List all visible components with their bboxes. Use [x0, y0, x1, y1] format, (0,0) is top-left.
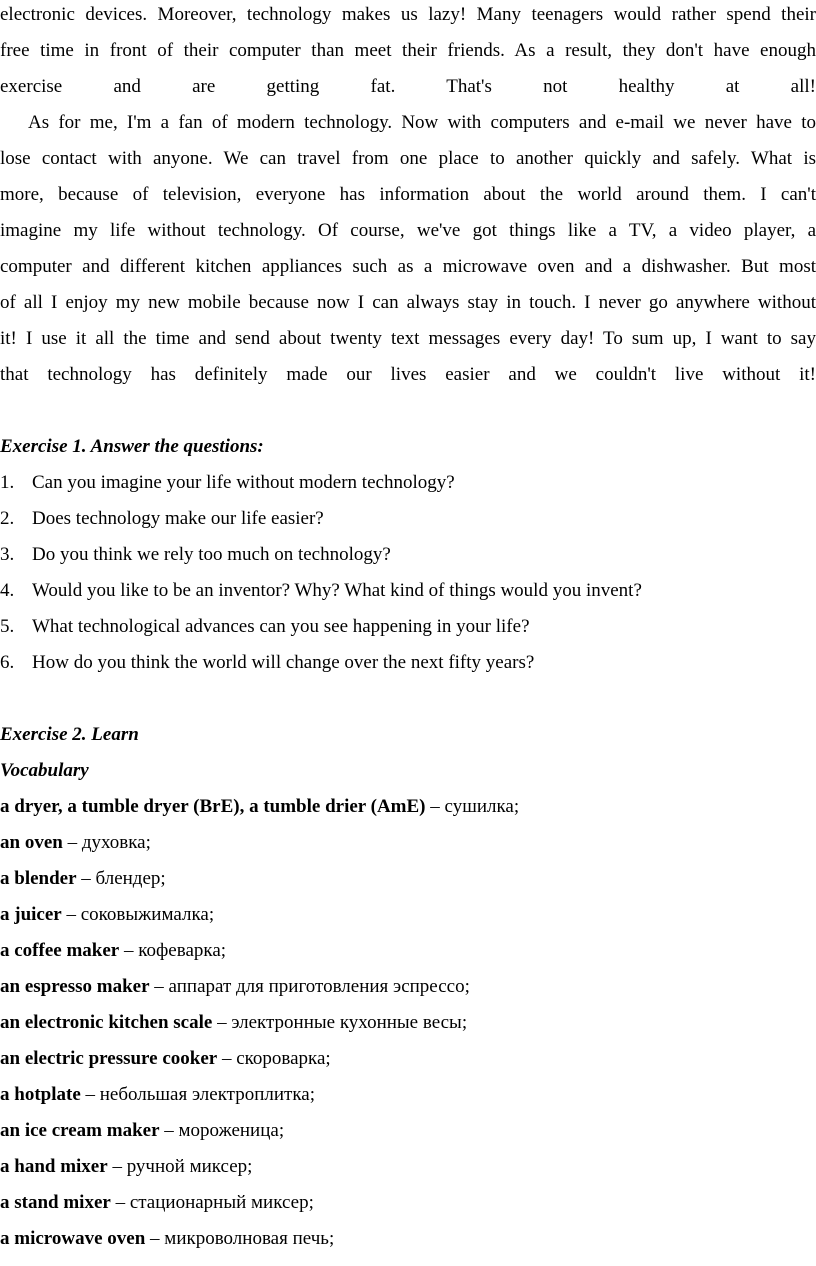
question-item	[0, 471, 816, 495]
passage-line: lose contact with anyone. We can travel from one place to another quickly and safely. What is	[0, 148, 816, 169]
vocab-term: an ice cream maker	[0, 1120, 160, 1141]
vocab-term: a coffee maker	[0, 940, 120, 961]
passage-line: exercise and are getting fat. That's not healthy at all!	[0, 76, 816, 97]
passage-line: free time in front of their computer than meet their friends. As a result, they don't have enough	[0, 40, 816, 61]
question-text: Can you imagine your life without modern technology?	[32, 472, 455, 493]
vocab-term: a blender	[0, 868, 77, 889]
vocab-translation: – ручной миксер;	[107, 1156, 253, 1177]
passage-line: more, because of television, everyone has information about the world around them. I can't	[0, 184, 816, 205]
question-item	[0, 579, 816, 603]
vocab-item	[0, 867, 816, 891]
vocab-term: a hand mixer	[0, 1156, 108, 1177]
vocab-translation: – аппарат для приготовления эспрессо;	[149, 976, 470, 997]
question-number: 3.	[0, 544, 15, 565]
vocab-translation: – микроволновая печь;	[145, 1228, 335, 1249]
passage-line: that technology has definitely made our lives easier and we couldn't live without it!	[0, 364, 816, 385]
passage-line: of all I enjoy my new mobile because now I can always stay in touch. I never go anywhere without	[0, 292, 816, 313]
vocab-translation: – блендер;	[76, 868, 166, 889]
question-text: Does technology make our life easier?	[32, 508, 324, 529]
question-item	[0, 651, 816, 675]
vocab-translation: – электронные кухонные весы;	[212, 1012, 468, 1033]
question-text: What technological advances can you see happening in your life?	[32, 616, 530, 637]
question-text: Would you like to be an inventor? Why? What kind of things would you invent?	[32, 580, 642, 601]
vocab-translation: – кофеварка;	[119, 940, 227, 961]
question-item	[0, 543, 816, 567]
vocab-translation: – стационарный миксер;	[110, 1192, 314, 1213]
vocab-item	[0, 939, 816, 963]
vocab-term: an espresso maker	[0, 976, 150, 997]
exercise-2-heading: Exercise 2. Learn	[0, 724, 139, 745]
passage-line: electronic devices. Moreover, technology makes us lazy! Many teenagers would rather spend their	[0, 4, 816, 25]
vocab-item	[0, 1011, 816, 1035]
question-text: How do you think the world will change over the next fifty years?	[32, 652, 535, 673]
vocab-item	[0, 1083, 816, 1107]
question-item	[0, 507, 816, 531]
vocab-translation: – небольшая электроплитка;	[80, 1084, 315, 1105]
vocab-item	[0, 1191, 816, 1215]
vocab-translation: – сушилка;	[425, 796, 520, 817]
question-number: 4.	[0, 580, 15, 601]
vocab-term: a microwave oven	[0, 1228, 146, 1249]
vocab-item	[0, 1047, 816, 1071]
question-number: 5.	[0, 616, 15, 637]
vocab-term: a stand mixer	[0, 1192, 111, 1213]
vocabulary-subheading: Vocabulary	[0, 760, 89, 781]
passage-line: As for me, I'm a fan of modern technology. Now with computers and e-mail we never have to	[28, 112, 816, 133]
question-item	[0, 615, 816, 639]
vocab-term: a hotplate	[0, 1084, 81, 1105]
passage-line: computer and different kitchen appliances such as a microwave oven and a dishwasher. But most	[0, 256, 816, 277]
vocab-term: an electronic kitchen scale	[0, 1012, 213, 1033]
passage-line: imagine my life without technology. Of course, we've got things like a TV, a video player, a	[0, 220, 816, 241]
vocab-translation: – мороженица;	[159, 1120, 285, 1141]
question-number: 2.	[0, 508, 15, 529]
vocab-translation: – скороварка;	[217, 1048, 331, 1069]
question-number: 1.	[0, 472, 15, 493]
vocab-term: an oven	[0, 832, 63, 853]
question-number: 6.	[0, 652, 15, 673]
vocab-item	[0, 1227, 816, 1251]
vocab-term: an electric pressure cooker	[0, 1048, 218, 1069]
vocab-item	[0, 903, 816, 927]
vocab-translation: – духовка;	[62, 832, 151, 853]
vocab-item	[0, 1119, 816, 1143]
vocab-item	[0, 1155, 816, 1179]
vocab-term: a juicer	[0, 904, 62, 925]
vocab-item	[0, 831, 816, 855]
question-text: Do you think we rely too much on technology?	[32, 544, 391, 565]
vocab-item	[0, 795, 816, 819]
passage-line: it! I use it all the time and send about twenty text messages every day! To sum up, I want to say	[0, 328, 816, 349]
vocab-item	[0, 975, 816, 999]
vocab-term: a dryer, a tumble dryer (BrE), a tumble drier (AmE)	[0, 796, 426, 817]
vocab-translation: – соковыжималка;	[61, 904, 215, 925]
exercise-1-heading: Exercise 1. Answer the questions:	[0, 436, 264, 457]
